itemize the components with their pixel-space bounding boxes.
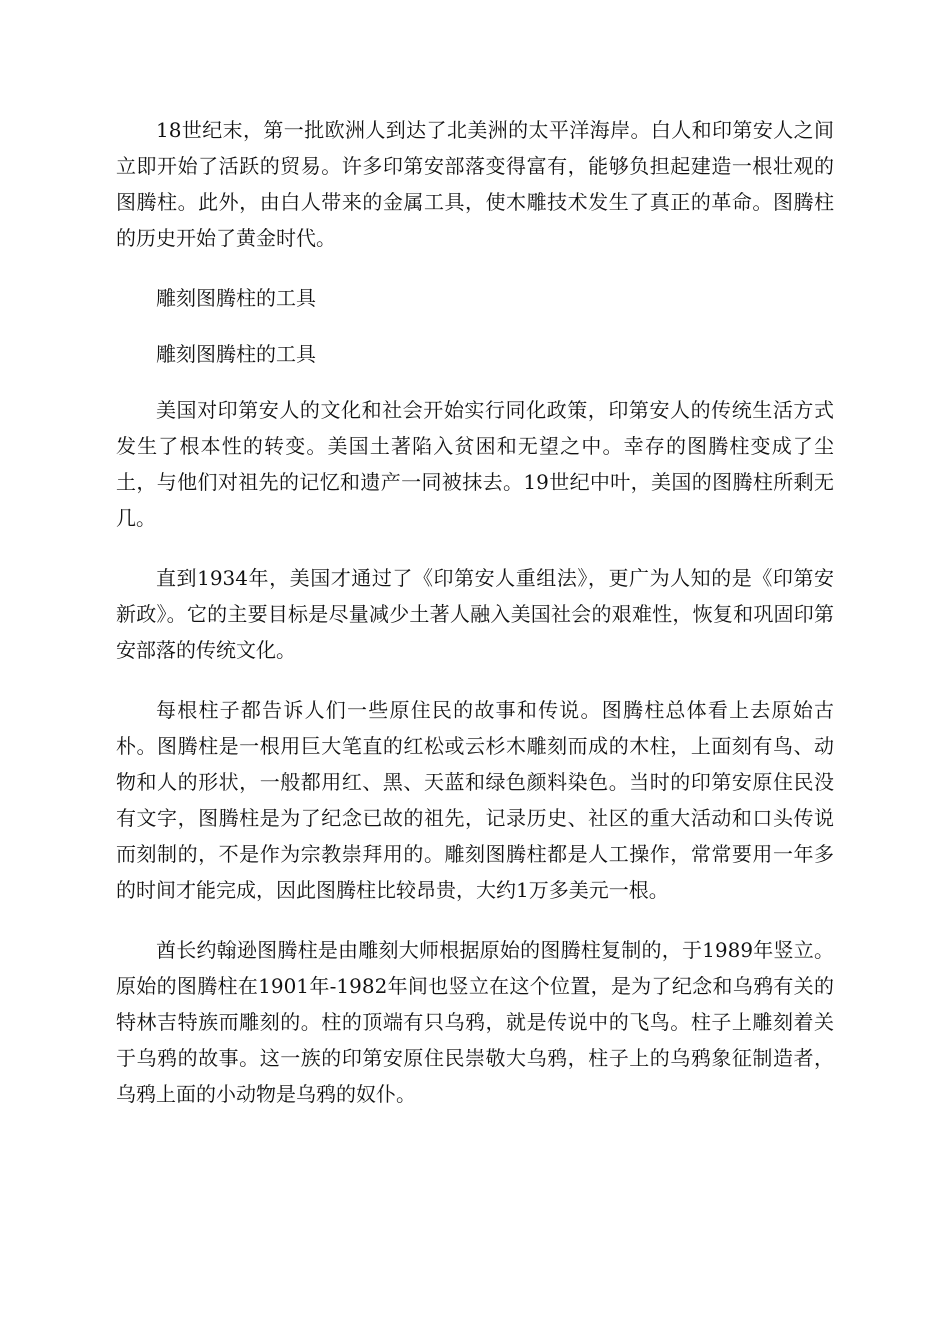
paragraph-assimilation: 美国对印第安人的文化和社会开始实行同化政策，印第安人的传统生活方式发生了根本性的转变。美国土著陷入贫困和无望之中。幸存的图腾柱变成了尘土，与他们对祖先的记忆和遗产一同被抹去。19世纪中叶，美国的图腾柱所剩无几。 — [116, 398, 834, 530]
paragraph-chief-johnson: 酋长约翰逊图腾柱是由雕刻大师根据原始的图腾柱复制的，于1989年竖立。原始的图腾柱在1901年-1982年间也竖立在这个位置，是为了纪念和乌鸦有关的特林吉特族而雕刻的。柱的顶端有只乌鸦，就是传说中的飞鸟。柱子上雕刻着关于乌鸦的故事。这一族的印第安原住民崇敬大乌鸦，柱子上的乌鸦象征制造者，乌鸦上面的小动物是乌鸦的奴仆。 — [116, 938, 834, 1106]
paragraph-totem-description: 每根柱子都告诉人们一些原住民的故事和传说。图腾柱总体看上去原始古朴。图腾柱是一根用巨大笔直的红松或云杉木雕刻而成的木柱，上面刻有鸟、动物和人的形状，一般都用红、黑、天蓝和绿色颜料染色。当时的印第安原住民没有文字，图腾柱是为了纪念已故的祖先，记录历史、社区的重大活动和口头传说而刻制的，不是作为宗教崇拜用的。雕刻图腾柱都是人工操作，常常要用一年多的时间才能完成，因此图腾柱比较昂贵，大约1万多美元一根。 — [116, 698, 834, 902]
document-body — [116, 112, 834, 1136]
paragraph-intro: 18世纪末，第一批欧洲人到达了北美洲的太平洋海岸。白人和印第安人之间立即开始了活跃的贸易。许多印第安部落变得富有，能够负担起建造一根壮观的图腾柱。此外，由白人带来的金属工具，使木雕技术发生了真正的革命。图腾柱的历史开始了黄金时代。 — [116, 118, 834, 250]
paragraph-new-deal: 直到1934年，美国才通过了《印第安人重组法》，更广为人知的是《印第安新政》。它的主要目标是尽量减少土著人融入美国社会的艰难性，恢复和巩固印第安部落的传统文化。 — [116, 566, 834, 662]
section-heading-tools: 雕刻图腾柱的工具 — [156, 286, 316, 310]
section-heading-tools-repeat: 雕刻图腾柱的工具 — [156, 342, 316, 366]
